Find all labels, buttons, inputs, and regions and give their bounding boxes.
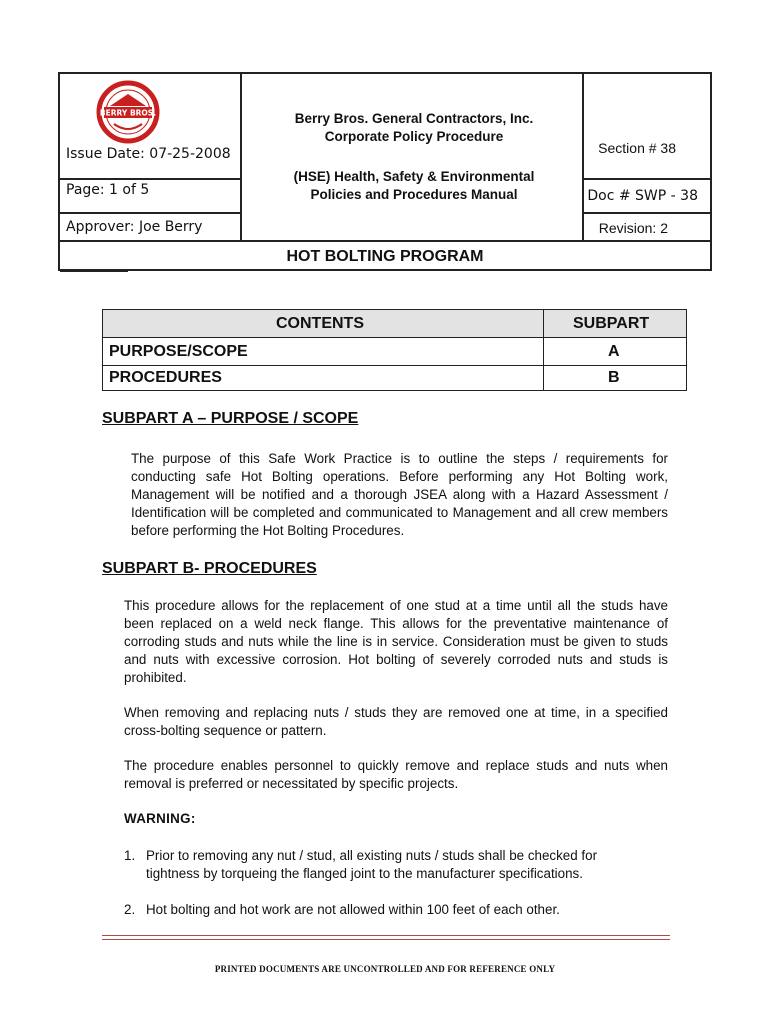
list-item-number: 2.	[124, 902, 136, 917]
manual-title	[244, 168, 584, 204]
list-item-line-2: tightness by torqueing the flanged joint to the manufacturer specifications.	[146, 866, 583, 881]
policy-type: Corporate Policy Procedure	[324, 129, 504, 144]
revision: Revision: 2	[598, 220, 668, 236]
row-subpart: B	[608, 369, 620, 386]
subpart-b-paragraph-3: The procedure enables personnel to quickly remove and replace studs and nuts when removal is preferred or necessitated by specific projects.	[124, 758, 668, 791]
table-row	[103, 365, 686, 391]
manual-line-1: (HSE) Health, Safety & Environmental	[293, 169, 535, 184]
doc-number: Doc # SWP - 38	[587, 188, 698, 204]
divider	[60, 212, 242, 214]
section-number: Section # 38	[598, 140, 676, 156]
list-item-text	[146, 847, 597, 883]
divider	[60, 240, 710, 242]
footer-disclaimer: PRINTED DOCUMENTS ARE UNCONTROLLED AND FOR REFERENCE ONLY	[214, 964, 556, 974]
footer-rule	[102, 935, 670, 940]
logo-text: BERRY BROS.	[99, 108, 157, 118]
row-label: PURPOSE/SCOPE	[109, 343, 248, 360]
divider	[582, 212, 710, 214]
warning-label: WARNING:	[124, 811, 196, 826]
divider	[60, 178, 242, 180]
subpart-b-paragraph-1: This procedure allows for the replacement of one stud at a time until all the studs have been replaced on a weld neck flange. This allows for the preventative maintenance of corroding studs and nuts while the line is in service. Consideration must be given to studs and nuts with excessive corrosion. Hot bolting of severely corroded nuts and studs is prohibited.	[124, 598, 668, 685]
header-right-column	[582, 74, 710, 240]
divider	[60, 269, 128, 272]
row-label: PROCEDURES	[109, 369, 222, 386]
table-row	[103, 339, 686, 365]
document-header	[58, 72, 712, 271]
subpart-a-body: The purpose of this Safe Work Practice is to outline the steps / requirements for conducting safe Hot Bolting operations. Before performing any Hot Bolting work, Management will be notified and a thorough JSEA along with a Hazard Assessment / Identification will be completed and communicated to Management and all crew members before performing the Hot Bolting Procedures.	[131, 451, 668, 538]
contents-table	[102, 309, 687, 391]
subpart-a-heading: SUBPART A – PURPOSE / SCOPE	[102, 410, 359, 427]
subpart-b-heading: SUBPART B- PROCEDURES	[102, 560, 317, 577]
company-title	[244, 110, 584, 146]
issue-date: Issue Date: 07-25-2008	[66, 146, 231, 162]
page-number: Page: 1 of 5	[66, 182, 150, 198]
company-logo-icon	[96, 80, 160, 144]
document-title: HOT BOLTING PROGRAM	[286, 248, 484, 265]
subpart-b-paragraph-2: When removing and replacing nuts / studs they are removed one at time, in a specified cross-bolting sequence or pattern.	[124, 705, 668, 738]
company-name: Berry Bros. General Contractors, Inc.	[294, 111, 534, 126]
list-item	[124, 847, 670, 883]
approver: Approver: Joe Berry	[66, 219, 203, 235]
subpart-column-header: SUBPART	[573, 315, 650, 332]
manual-line-2: Policies and Procedures Manual	[310, 187, 518, 202]
row-subpart: A	[608, 343, 620, 360]
contents-column-header: CONTENTS	[276, 315, 364, 332]
list-item-line-1: Prior to removing any nut / stud, all existing nuts / studs shall be checked for	[146, 848, 598, 863]
list-item	[124, 901, 670, 919]
list-item-text: Hot bolting and hot work are not allowed within 100 feet of each other.	[146, 902, 560, 917]
list-item-number: 1.	[124, 848, 136, 863]
divider	[582, 178, 710, 180]
